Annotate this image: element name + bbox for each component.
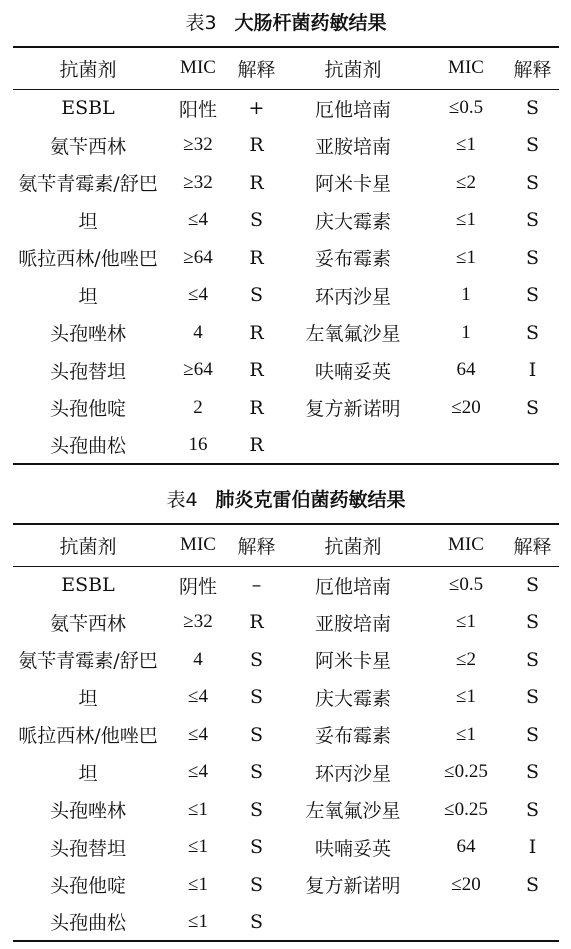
mic-cell: ≤0.25 xyxy=(444,761,488,783)
interpretation-cell: S xyxy=(249,761,264,784)
interpretation-cell: S xyxy=(249,798,264,821)
antibiotic-cell: 庆大霉素 xyxy=(314,210,391,233)
antibiotic-cell: 呋喃妥英 xyxy=(314,837,391,860)
table-row xyxy=(13,239,559,277)
interpretation-cell: I xyxy=(528,359,537,382)
interpretation-cell: S xyxy=(525,284,540,307)
mic-cell: 64 xyxy=(456,836,476,858)
antibiotic-cell: 左氧氟沙星 xyxy=(305,800,401,823)
antibiotic-cell: 坦 xyxy=(78,762,98,785)
table-row xyxy=(13,641,559,679)
mic-cell: 16 xyxy=(163,427,233,465)
mic-cell: 阳性 xyxy=(178,99,217,121)
interpretation-cell: S xyxy=(525,723,540,746)
interpretation-cell: R xyxy=(249,321,264,344)
mic-cell: ≤2 xyxy=(456,648,476,670)
antibiotic-cell: 阿米卡星 xyxy=(314,650,391,673)
antibiotic-cell: 复方新诺明 xyxy=(305,398,401,421)
interpretation-cell: S xyxy=(249,209,264,232)
mic-cell: 4 xyxy=(193,321,203,343)
table3-title xyxy=(13,0,559,46)
antibiotic-cell: 妥布霉素 xyxy=(314,248,391,271)
antibiotic-cell: 头孢替坦 xyxy=(49,837,126,860)
mic-cell: ≥64 xyxy=(183,246,213,268)
table4-block xyxy=(13,477,559,942)
table-row xyxy=(13,866,559,904)
interpretation-cell: S xyxy=(525,798,540,821)
interpretation-cell: S xyxy=(249,284,264,307)
mic-cell: ≤1 xyxy=(188,873,208,895)
interpretation-cell: R xyxy=(233,427,280,465)
interpretation-cell: S xyxy=(525,574,540,596)
interpretation-cell: S xyxy=(525,97,540,119)
mic-cell: 2 xyxy=(193,396,203,418)
table-row xyxy=(13,604,559,642)
table-row xyxy=(13,754,559,792)
mic-cell: ≥64 xyxy=(183,359,213,381)
antibiotic-cell: 环丙沙星 xyxy=(314,285,391,308)
interpretation-cell: S xyxy=(249,648,264,671)
antibiotic-cell: 坦 xyxy=(78,285,98,308)
mic-cell: ≤20 xyxy=(451,873,481,895)
antibiotic-cell: 氨苄青霉素/舒巴 xyxy=(18,173,158,196)
header-antibiotic: 抗菌剂 xyxy=(280,524,426,566)
antibiotic-cell: 环丙沙星 xyxy=(314,762,391,785)
interpretation-cell: S xyxy=(249,686,264,709)
antibiotic-cell: 哌拉西林/他唑巴 xyxy=(18,725,158,748)
antibiotic-cell: 头孢唑林 xyxy=(49,800,126,823)
interpretation-cell xyxy=(506,427,559,465)
table-header-row xyxy=(13,47,559,89)
mic-cell: ≤4 xyxy=(188,723,208,745)
mic-cell: ≤1 xyxy=(456,611,476,633)
interpretation-cell: + xyxy=(248,97,265,119)
interpretation-cell: – xyxy=(251,574,262,596)
mic-cell: ≤0.5 xyxy=(448,574,484,595)
mic-cell: ≤1 xyxy=(163,904,233,942)
table-row xyxy=(13,427,559,465)
interpretation-cell xyxy=(506,904,559,942)
antibiotic-cell: 亚胺培南 xyxy=(314,612,391,635)
mic-cell xyxy=(426,904,506,942)
antibiotic-cell: 头孢他啶 xyxy=(49,875,126,898)
antibiotic-cell: 氨苄青霉素/舒巴 xyxy=(18,650,158,673)
mic-cell: 阴性 xyxy=(178,576,217,598)
table4 xyxy=(13,523,559,942)
antibiotic-cell: 左氧氟沙星 xyxy=(305,323,401,346)
mic-cell: ≤1 xyxy=(188,836,208,858)
mic-cell: ≤0.5 xyxy=(448,97,484,118)
table-row xyxy=(13,352,559,390)
header-interpretation: 解释 xyxy=(233,524,280,566)
table-row xyxy=(13,679,559,717)
interpretation-cell: S xyxy=(525,246,540,269)
table-row xyxy=(13,277,559,315)
table-row xyxy=(13,389,559,427)
antibiotic-cell: 坦 xyxy=(78,210,98,233)
antibiotic-cell: 头孢曲松 xyxy=(13,427,163,465)
table4-title xyxy=(13,477,559,523)
interpretation-cell: S xyxy=(525,396,540,419)
table-row xyxy=(13,566,559,604)
interpretation-cell: S xyxy=(525,171,540,194)
antibiotic-cell: 庆大霉素 xyxy=(314,687,391,710)
table-row xyxy=(13,791,559,829)
antibiotic-cell: 氨苄西林 xyxy=(49,612,126,635)
table-row xyxy=(13,716,559,754)
header-antibiotic: 抗菌剂 xyxy=(13,524,163,566)
mic-cell: ≤4 xyxy=(188,686,208,708)
antibiotic-cell: 厄他培南 xyxy=(314,575,391,598)
table-header-row xyxy=(13,524,559,566)
antibiotic-cell: ESBL xyxy=(61,574,115,596)
mic-cell xyxy=(426,427,506,465)
interpretation-cell: S xyxy=(249,836,264,859)
antibiotic-cell: 妥布霉素 xyxy=(314,725,391,748)
header-mic: MIC xyxy=(426,524,506,566)
antibiotic-cell: 亚胺培南 xyxy=(314,135,391,158)
table-row xyxy=(13,202,559,240)
interpretation-cell: S xyxy=(525,134,540,157)
interpretation-cell: I xyxy=(528,836,537,859)
mic-cell: ≥32 xyxy=(183,134,213,156)
table-row xyxy=(13,904,559,942)
mic-cell: ≥32 xyxy=(183,611,213,633)
mic-cell: ≤2 xyxy=(456,171,476,193)
table-row xyxy=(13,164,559,202)
header-interpretation: 解释 xyxy=(506,524,559,566)
interpretation-cell: S xyxy=(525,686,540,709)
header-interpretation: 解释 xyxy=(233,47,280,89)
interpretation-cell: R xyxy=(249,611,264,634)
header-mic: MIC xyxy=(163,524,233,566)
table3-label: 表3 xyxy=(185,12,217,34)
header-interpretation: 解释 xyxy=(506,47,559,89)
interpretation-cell: R xyxy=(249,171,264,194)
header-antibiotic: 抗菌剂 xyxy=(280,47,426,89)
table3-title-text: 大肠杆菌药敏结果 xyxy=(234,12,387,34)
mic-cell: 1 xyxy=(461,284,471,306)
antibiotic-cell: 复方新诺明 xyxy=(305,875,401,898)
mic-cell: 64 xyxy=(456,359,476,381)
mic-cell: 1 xyxy=(461,321,471,343)
mic-cell: ≤1 xyxy=(188,798,208,820)
table4-title-text: 肺炎克雷伯菌药敏结果 xyxy=(215,489,406,511)
antibiotic-cell: 哌拉西林/他唑巴 xyxy=(18,248,158,271)
header-mic: MIC xyxy=(426,47,506,89)
interpretation-cell: S xyxy=(525,611,540,634)
antibiotic-cell: 头孢他啶 xyxy=(49,398,126,421)
table-row xyxy=(13,829,559,867)
mic-cell: ≤0.25 xyxy=(444,798,488,820)
mic-cell: ≤1 xyxy=(456,134,476,156)
antibiotic-cell: 头孢唑林 xyxy=(49,323,126,346)
antibiotic-cell: 头孢曲松 xyxy=(13,904,163,942)
antibiotic-cell: 厄他培南 xyxy=(314,98,391,121)
table3 xyxy=(13,46,559,465)
antibiotic-cell: 头孢替坦 xyxy=(49,360,126,383)
interpretation-cell: S xyxy=(525,209,540,232)
interpretation-cell: S xyxy=(233,904,280,942)
mic-cell: ≤1 xyxy=(456,246,476,268)
interpretation-cell: R xyxy=(249,134,264,157)
interpretation-cell: S xyxy=(525,873,540,896)
mic-cell: ≤20 xyxy=(451,396,481,418)
table-row xyxy=(13,127,559,165)
table-row xyxy=(13,89,559,127)
antibiotic-cell xyxy=(280,427,426,465)
mic-cell: ≤1 xyxy=(456,209,476,231)
antibiotic-cell: 坦 xyxy=(78,687,98,710)
antibiotic-cell: 阿米卡星 xyxy=(314,173,391,196)
interpretation-cell: R xyxy=(249,359,264,382)
interpretation-cell: S xyxy=(249,723,264,746)
interpretation-cell: R xyxy=(249,246,264,269)
antibiotic-cell xyxy=(280,904,426,942)
interpretation-cell: S xyxy=(525,648,540,671)
header-mic: MIC xyxy=(163,47,233,89)
mic-cell: ≤4 xyxy=(188,761,208,783)
table4-label: 表4 xyxy=(166,489,198,511)
interpretation-cell: R xyxy=(249,396,264,419)
interpretation-cell: S xyxy=(525,761,540,784)
table3-block xyxy=(13,0,559,465)
interpretation-cell: S xyxy=(525,321,540,344)
mic-cell: ≤1 xyxy=(456,686,476,708)
antibiotic-cell: ESBL xyxy=(61,97,115,119)
mic-cell: ≤4 xyxy=(188,284,208,306)
header-antibiotic: 抗菌剂 xyxy=(13,47,163,89)
antibiotic-cell: 氨苄西林 xyxy=(49,135,126,158)
mic-cell: ≥32 xyxy=(183,171,213,193)
mic-cell: ≤1 xyxy=(456,723,476,745)
mic-cell: 4 xyxy=(193,648,203,670)
antibiotic-cell: 呋喃妥英 xyxy=(314,360,391,383)
mic-cell: ≤4 xyxy=(188,209,208,231)
table-row xyxy=(13,314,559,352)
interpretation-cell: S xyxy=(249,873,264,896)
